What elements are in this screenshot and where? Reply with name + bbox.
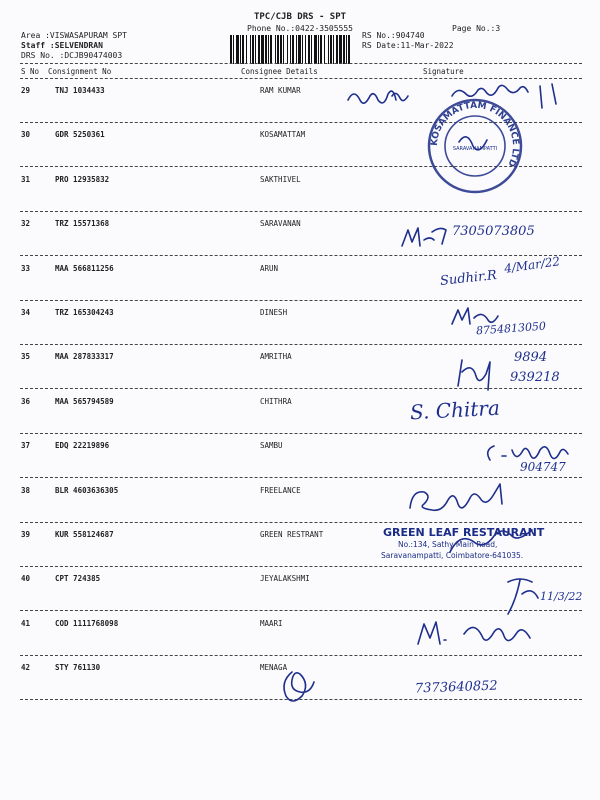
row-divider [20, 655, 582, 656]
row-sno: 31 [21, 174, 31, 184]
row-consignee: SAMBU [260, 441, 283, 451]
area-label: Area :VISWASAPURAM SPT [21, 31, 127, 40]
signature-41 [414, 612, 544, 652]
row-consignee: FREELANCE [260, 485, 301, 495]
signature-38 [404, 484, 514, 516]
row-consignment: GDR 5250361 [55, 130, 105, 140]
row-consignee: SAKTHIVEL [260, 174, 301, 184]
row-sno: 33 [21, 263, 31, 273]
row-sno: 29 [21, 86, 31, 95]
row-consignee: CHITHRA [260, 396, 292, 406]
signature-39 [440, 522, 540, 562]
row-consignment: PRO 12935832 [55, 174, 110, 184]
restaurant-stamp-addr1: No.:134, Sathy Main Road, [398, 540, 498, 549]
row-consignment: EDQ 22219896 [55, 441, 110, 451]
date-40: 11/3/22 [540, 590, 583, 603]
col-sno: S No [21, 67, 40, 76]
company-title: TPC/CJB DRS - SPT [253, 12, 347, 22]
row-consignee: RAM KUMAR [260, 86, 301, 95]
col-consignee: Consignee Details [241, 67, 318, 76]
num-35b: 939218 [510, 370, 560, 385]
row-consignee: SARAVANAN [260, 219, 301, 229]
row-sno: 32 [21, 219, 31, 229]
row-sno: 41 [21, 618, 31, 628]
row-consignment: CPT 724385 [55, 574, 101, 584]
col-consignment: Consignment No [48, 67, 112, 76]
finance-seal-branch: SARAVANAMPATTI [452, 146, 498, 152]
phone-34: 8754813050 [475, 319, 547, 338]
row-consignee: MAARI [260, 618, 283, 628]
row-sno: 36 [21, 396, 31, 406]
row-consignment: MAA 566811256 [55, 263, 114, 273]
finance-seal-text: KOSAMATTAM FINANCE LTD [429, 100, 521, 169]
row-consignment: MAA 565794589 [55, 396, 114, 406]
row-consignment: TRZ 165304243 [55, 308, 114, 317]
row-consignee: MENAGA [260, 663, 288, 673]
row-consignment: KUR 558124687 [55, 530, 114, 539]
row-consignee: AMRITHA [260, 352, 292, 362]
row-consignment: BLR 4603636305 [55, 485, 119, 495]
row-sno: 38 [21, 485, 31, 495]
num-35a: 9894 [514, 350, 548, 365]
drs-number: DRS No. :DCJB90474003 [21, 51, 123, 60]
row-sno: 42 [21, 663, 31, 673]
row-consignment: STY 761130 [55, 663, 101, 673]
row-divider [20, 566, 582, 567]
row-divider [20, 255, 582, 256]
rs-number: RS No.:904740 [362, 31, 425, 40]
signature-35 [450, 352, 500, 392]
row-consignee: JEYALAKSHMI [260, 574, 310, 584]
signature-36: S. Chitra [409, 395, 501, 425]
restaurant-stamp-addr2: Saravanampatti, Coimbatore-641035. [381, 551, 524, 560]
row-sno: 35 [21, 352, 31, 362]
page-number: Page No.:3 [452, 24, 501, 33]
phone-number: Phone No.:0422-3505555 [247, 24, 353, 33]
row-consignment: MAA 287833317 [55, 352, 114, 362]
restaurant-stamp-name: GREEN LEAF RESTAURANT [383, 526, 545, 539]
row-sno: 39 [21, 530, 31, 539]
row-consignment: TNJ 1034433 [55, 86, 105, 95]
row-divider [20, 344, 582, 345]
row-consignee: DINESH [260, 308, 288, 317]
row-divider [20, 433, 582, 434]
header-divider-top [20, 63, 582, 64]
row-divider [20, 477, 582, 478]
col-signature: Signature [423, 67, 464, 76]
row-consignment: TRZ 15571368 [55, 219, 110, 229]
signature-32 [398, 222, 458, 252]
barcode [229, 35, 355, 64]
row-sno: 30 [21, 130, 31, 140]
row-sno: 34 [21, 308, 31, 317]
date-33: 4/Mar/22 [503, 254, 561, 276]
phone-42: 7373640852 [414, 678, 498, 697]
row-sno: 37 [21, 441, 31, 451]
row-consignee: GREEN RESTRANT [260, 530, 324, 539]
num-37: 904747 [520, 460, 566, 474]
row-sno: 40 [21, 574, 31, 584]
row-divider [20, 211, 582, 212]
row-consignment: COD 1111768098 [55, 618, 119, 628]
rs-date: RS Date:11-Mar-2022 [362, 41, 454, 50]
row-consignee: KOSAMATTAM [260, 130, 306, 140]
finance-seal [425, 98, 525, 198]
phone-32: 7305073805 [452, 224, 535, 239]
row-divider [20, 300, 582, 301]
staff-label: Staff :SELVENDRAN [21, 41, 103, 50]
row-consignee: ARUN [260, 263, 279, 273]
signature-33: Sudhir.R [439, 268, 498, 289]
signature-42 [276, 664, 326, 708]
